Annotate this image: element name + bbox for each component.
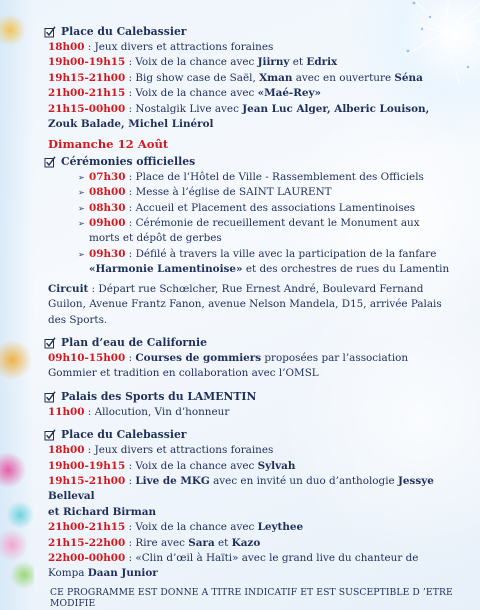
circuit-line bbox=[48, 282, 450, 328]
bold-text: Zouk Balade, Michel Linérol bbox=[48, 118, 214, 131]
time-label: 19h00-19h15 bbox=[48, 459, 126, 472]
bold-text: Sylvah bbox=[257, 459, 296, 472]
schedule-line bbox=[48, 443, 450, 458]
ceremony-text bbox=[89, 201, 450, 216]
time-label: 21h15-22h00 bbox=[48, 536, 126, 549]
bold-text: «Maé-Rey» bbox=[257, 87, 322, 100]
arrow-bullet-icon: ➢ bbox=[78, 203, 85, 213]
disclaimer-text: CE PROGRAMME EST DONNE A TITRE INDICATIF ET EST SUSCEPTIBLE D ’ETRE MODIFIE bbox=[50, 587, 453, 609]
time-label: 19h00-19h15 bbox=[48, 56, 126, 69]
ceremony-text bbox=[89, 247, 450, 278]
text-run: proposées par l’association Gommier et tradition en collaboration avec l’OMSL bbox=[48, 351, 409, 380]
text-run: et bbox=[214, 536, 232, 549]
checkbox-icon bbox=[44, 156, 56, 168]
ceremony-item bbox=[78, 216, 450, 247]
schedule-line bbox=[48, 71, 450, 86]
checkbox-icon bbox=[44, 429, 56, 441]
time-label: 08h00 bbox=[89, 186, 126, 199]
time-label: 21h00-21h15 bbox=[48, 87, 126, 100]
venue-title: Place du Calebassier bbox=[61, 25, 187, 39]
left-decoration bbox=[0, 0, 34, 610]
checkbox-icon bbox=[44, 391, 56, 403]
text-run: : Voix de la chance avec bbox=[125, 521, 258, 534]
text-run: avec en ouverture bbox=[292, 71, 395, 84]
text-run: : Nostalgik Live avec bbox=[125, 102, 243, 115]
text-run: : Voix de la chance avec bbox=[125, 87, 258, 100]
text-run: et des orchestres de rues du Lamentin bbox=[242, 263, 450, 276]
arrow-bullet-icon: ➢ bbox=[78, 219, 85, 229]
time-label: 18h00 bbox=[48, 444, 85, 457]
bold-text: Edrix bbox=[306, 56, 338, 69]
time-label: 19h15-21h00 bbox=[48, 71, 126, 84]
bold-text: Séna bbox=[394, 71, 423, 84]
schedule-line bbox=[48, 351, 450, 382]
schedule-line bbox=[48, 459, 450, 474]
text-run: : Allocution, Vin d’honneur bbox=[84, 405, 230, 418]
text-run: : Voix de la chance avec bbox=[125, 56, 258, 69]
schedule-line bbox=[48, 505, 450, 520]
bold-text: Jiirny bbox=[257, 56, 290, 69]
text-run: : bbox=[125, 351, 136, 364]
bold-text: Jessye Belleval bbox=[48, 474, 434, 503]
ceremony-text bbox=[89, 170, 450, 185]
text-run: : Big show case de Saël, bbox=[125, 71, 260, 84]
ceremony-item bbox=[78, 201, 450, 216]
schedule-line bbox=[48, 86, 450, 101]
bold-text: Circuit bbox=[48, 282, 89, 295]
text-run: : bbox=[125, 474, 136, 487]
schedule-line bbox=[48, 55, 450, 70]
time-label: 08h30 bbox=[89, 201, 126, 214]
bold-text: Kazo bbox=[231, 536, 261, 549]
text-run: et bbox=[289, 56, 307, 69]
time-label: 19h15-21h00 bbox=[48, 474, 126, 487]
schedule-line bbox=[48, 117, 450, 132]
time-label: 09h30 bbox=[89, 247, 126, 260]
checkbox-icon bbox=[44, 26, 56, 38]
bold-text: Courses de gommiers bbox=[135, 351, 262, 364]
bold-text: «Harmonie Lamentinoise» bbox=[89, 263, 243, 276]
bold-text: Jean Luc Alger, Alberic Louison, bbox=[242, 102, 430, 115]
venue-title: Plan d’eau de Californie bbox=[61, 336, 207, 350]
time-label: 22h00-00h00 bbox=[48, 551, 126, 564]
schedule-line bbox=[48, 405, 450, 420]
arrow-bullet-icon: ➢ bbox=[78, 249, 85, 259]
ceremony-text bbox=[89, 216, 450, 247]
text-run: : Place de l’Hôtel de Ville - Rassemblement des Officiels bbox=[125, 170, 424, 183]
schedule-line bbox=[48, 40, 450, 55]
text-run: avec en invité un duo d’anthologie bbox=[209, 474, 398, 487]
text-run: : Jeux divers et attractions foraines bbox=[84, 41, 274, 53]
bold-text: Xman bbox=[259, 71, 293, 84]
venue-title: Place du Calebassier bbox=[61, 428, 187, 442]
disclaimer-footer bbox=[0, 586, 480, 610]
venue-title: Cérémonies officielles bbox=[61, 155, 196, 169]
text-run: : «Clin d’œil à Haïti» avec le grand live du chanteur de Kompa bbox=[48, 551, 419, 580]
venue-heading bbox=[44, 335, 450, 351]
text-run: : Jeux divers et attractions foraines bbox=[84, 444, 274, 457]
venue-heading bbox=[44, 24, 450, 40]
section-gap bbox=[44, 382, 450, 389]
time-label: 09h10-15h00 bbox=[48, 351, 126, 364]
time-label: 09h00 bbox=[89, 217, 126, 230]
ceremony-item bbox=[78, 170, 450, 185]
time-label: 21h00-21h15 bbox=[48, 521, 126, 534]
schedule-line bbox=[48, 474, 450, 505]
checkbox-icon bbox=[44, 337, 56, 349]
time-label: 21h15-00h00 bbox=[48, 102, 126, 115]
bold-text: Live de MKG bbox=[135, 474, 210, 487]
venue-heading bbox=[44, 427, 450, 443]
ceremony-item bbox=[78, 247, 450, 278]
text-run: : Voix de la chance avec bbox=[125, 459, 258, 472]
programme-content bbox=[44, 24, 450, 582]
time-label: 07h30 bbox=[89, 170, 126, 183]
text-run: : Cérémonie de recueillement devant le Monument aux morts et dépôt de gerbes bbox=[89, 217, 420, 245]
bold-text: Leythee bbox=[257, 521, 304, 534]
schedule-line bbox=[48, 102, 450, 117]
bold-text: et Richard Birman bbox=[48, 505, 157, 518]
ceremony-text bbox=[89, 185, 450, 200]
text-run: : Rire avec bbox=[125, 536, 189, 549]
venue-heading bbox=[44, 389, 450, 405]
text-run: : Défilé à travers la ville avec la participation de la fanfare bbox=[125, 247, 437, 260]
time-label: 18h00 bbox=[48, 41, 85, 53]
date-heading: Dimanche 12 Août bbox=[48, 137, 169, 152]
text-run: : Messe à l’église de SAINT LAURENT bbox=[125, 186, 332, 199]
venue-title: Palais des Sports du LAMENTIN bbox=[61, 390, 257, 404]
section-gap bbox=[44, 420, 450, 427]
bold-text: Sara bbox=[188, 536, 215, 549]
schedule-line bbox=[48, 551, 450, 582]
text-run: : Départ rue Schœlcher, Rue Ernest André, Boulevard Fernand Guilon, Avenue Frantz Fanon, avenue Nelson Mandela, D15, arrivée Palais des Sports. bbox=[48, 282, 442, 326]
schedule-line bbox=[48, 520, 450, 535]
arrow-bullet-icon: ➢ bbox=[78, 172, 85, 182]
arrow-bullet-icon: ➢ bbox=[78, 188, 85, 198]
time-label: 11h00 bbox=[48, 405, 85, 418]
text-run: : Accueil et Placement des associations Lamentinoises bbox=[125, 201, 416, 214]
venue-heading bbox=[44, 154, 450, 170]
schedule-line bbox=[48, 536, 450, 551]
bold-text: Daan Junior bbox=[87, 567, 158, 580]
ceremony-item bbox=[78, 185, 450, 200]
section-gap bbox=[44, 328, 450, 335]
